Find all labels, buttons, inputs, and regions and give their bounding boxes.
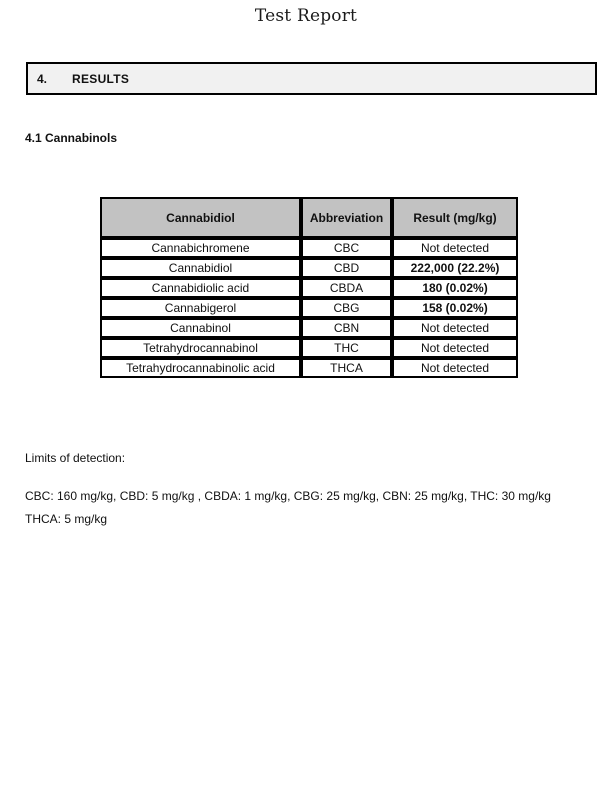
cell-abbreviation: CBC [301,238,392,258]
cell-compound-name: Cannabigerol [100,298,301,318]
cell-abbreviation: THCA [301,358,392,378]
cell-result: 158 (0.02%) [392,298,518,318]
cell-result: Not detected [392,318,518,338]
results-section-number: 4. [37,71,48,86]
table-row [100,278,518,298]
cell-compound-name: Tetrahydrocannabinol [100,338,301,358]
table-row [100,338,518,358]
column-header-result: Result (mg/kg) [392,197,518,238]
table-row [100,258,518,278]
table-row [100,358,518,378]
table-row [100,238,518,258]
cell-compound-name: Cannabichromene [100,238,301,258]
column-header-abbreviation: Abbreviation [301,197,392,238]
table-row [100,318,518,338]
subsection-heading-cannabinols: 4.1 Cannabinols [25,131,118,145]
results-section-label: RESULTS [72,71,130,86]
limits-of-detection-label: Limits of detection: [25,451,126,465]
cell-abbreviation: THC [301,338,392,358]
limits-of-detection-values-line2: THCA: 5 mg/kg [25,512,108,526]
cell-result: 180 (0.02%) [392,278,518,298]
cell-result: Not detected [392,358,518,378]
cannabinoid-results-table [100,197,518,378]
cell-result: Not detected [392,338,518,358]
column-header-cannabidiol: Cannabidiol [100,197,301,238]
cell-compound-name: Cannabidiol [100,258,301,278]
table-header-row [100,197,518,238]
limits-of-detection-values-line1: CBC: 160 mg/kg, CBD: 5 mg/kg , CBDA: 1 mg/kg, CBG: 25 mg/kg, CBN: 25 mg/kg, THC: 30 mg/kg [25,489,551,503]
cell-abbreviation: CBG [301,298,392,318]
page-title: Test Report [254,6,358,26]
cell-compound-name: Cannabidiolic acid [100,278,301,298]
cell-compound-name: Cannabinol [100,318,301,338]
cell-result: 222,000 (22.2%) [392,258,518,278]
cell-abbreviation: CBDA [301,278,392,298]
cell-compound-name: Tetrahydrocannabinolic acid [100,358,301,378]
table-row [100,298,518,318]
cell-abbreviation: CBD [301,258,392,278]
cell-result: Not detected [392,238,518,258]
results-section-header [26,62,597,95]
cell-abbreviation: CBN [301,318,392,338]
